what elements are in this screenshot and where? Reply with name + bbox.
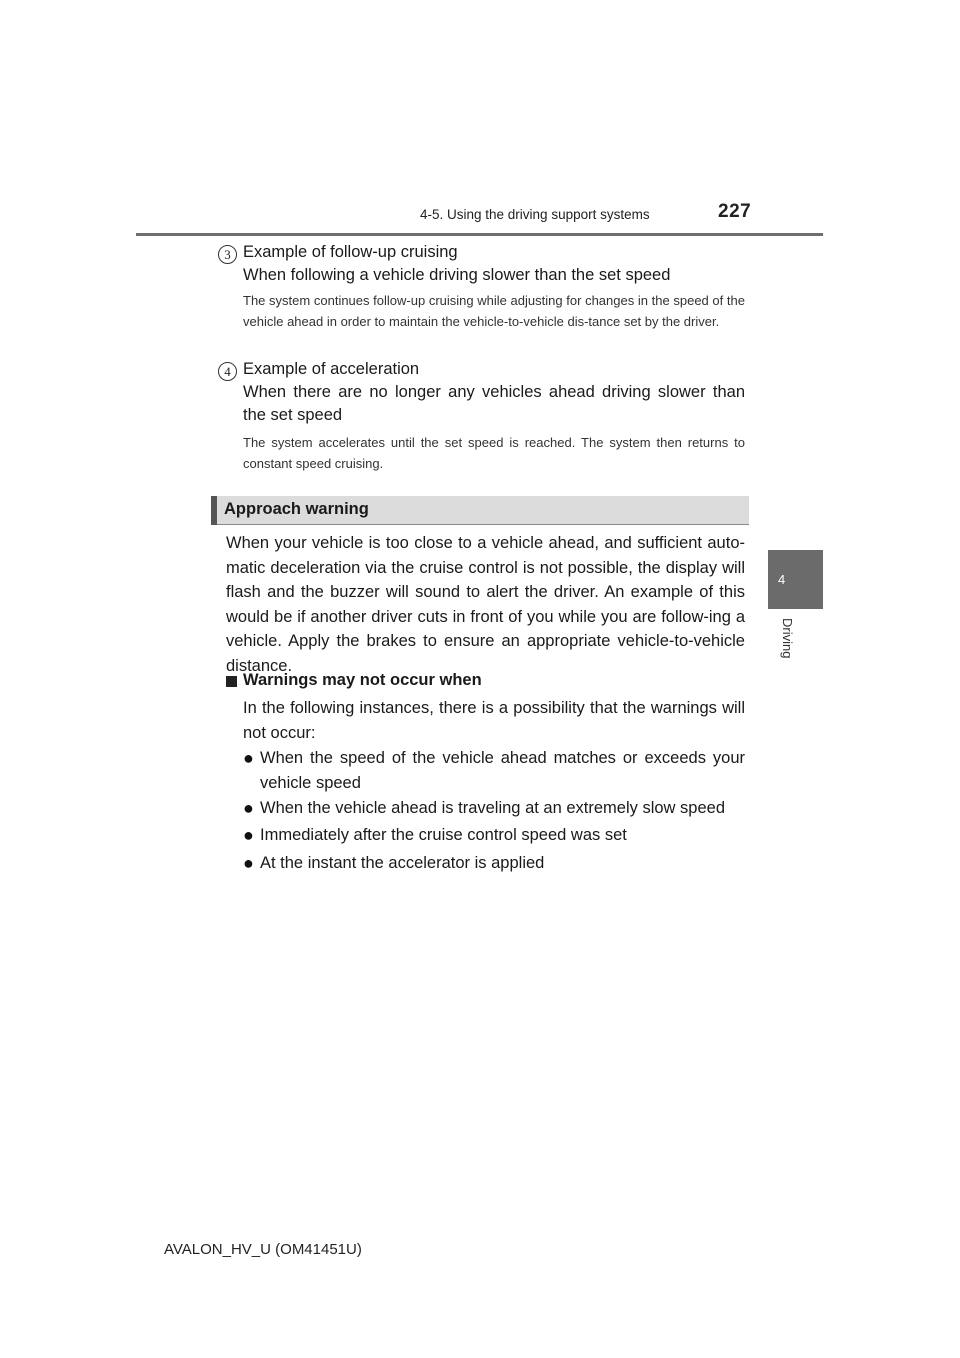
item-title-line: Example of acceleration [243,360,420,378]
item-note: The system continues follow-up cruising while adjusting for changes in the speed of the vehicle ahead in order to maintain the vehicle-to-vehicle dis-tance set by the driver. [243,293,745,329]
square-bullet-icon [226,676,237,687]
item-title-line: When following a vehicle driving slower than the set speed [243,266,671,284]
footer-model-code: AVALON_HV_U (OM41451U) [164,1241,362,1258]
subsection-intro: In the following instances, there is a possibility that the warnings will not occur: [243,699,745,742]
page-number: 227 [718,201,752,222]
item-title-line: When there are no longer any vehicles ahead driving slower than the set speed [243,383,745,424]
bullet-item: When the vehicle ahead is traveling at an extremely slow speed [260,799,726,817]
bullet-dot-icon: ● [243,748,254,768]
chapter-title: Driving [780,618,795,659]
chapter-tab [768,550,823,609]
section-heading-accent [211,496,217,525]
item-title [243,241,748,287]
chapter-number: 4 [778,572,786,587]
section-heading: Approach warning [224,500,369,518]
bullet-item: At the instant the accelerator is applied [260,854,545,872]
header-divider [136,233,823,236]
bullet-item: When the speed of the vehicle ahead matches or exceeds your vehicle speed [260,749,745,792]
item-title [243,358,745,427]
bullet-dot-icon: ● [243,825,254,845]
subsection-heading: Warnings may not occur when [243,671,482,689]
item-title-line: Example of follow-up cruising [243,243,458,261]
bullet-item: Immediately after the cruise control speed was set [260,826,627,844]
bullet-dot-icon: ● [243,798,254,818]
item-number-badge: 4 [218,362,237,381]
bullet-dot-icon: ● [243,853,254,873]
section-body: When your vehicle is too close to a vehicle ahead, and sufficient auto-matic deceleration via the cruise control is not possible, the display will flash and the buzzer will sound to alert the driver. An example of this would be if another driver cuts in front of you while you are follow-ing a vehicle. Apply the brakes to ensure an appropriate vehicle-to-vehicle distance. [226,534,745,675]
item-number-badge: 3 [218,245,237,264]
section-title: 4-5. Using the driving support systems [420,207,650,222]
item-note: The system accelerates until the set speed is reached. The system then returns to constant speed cruising. [243,435,745,471]
